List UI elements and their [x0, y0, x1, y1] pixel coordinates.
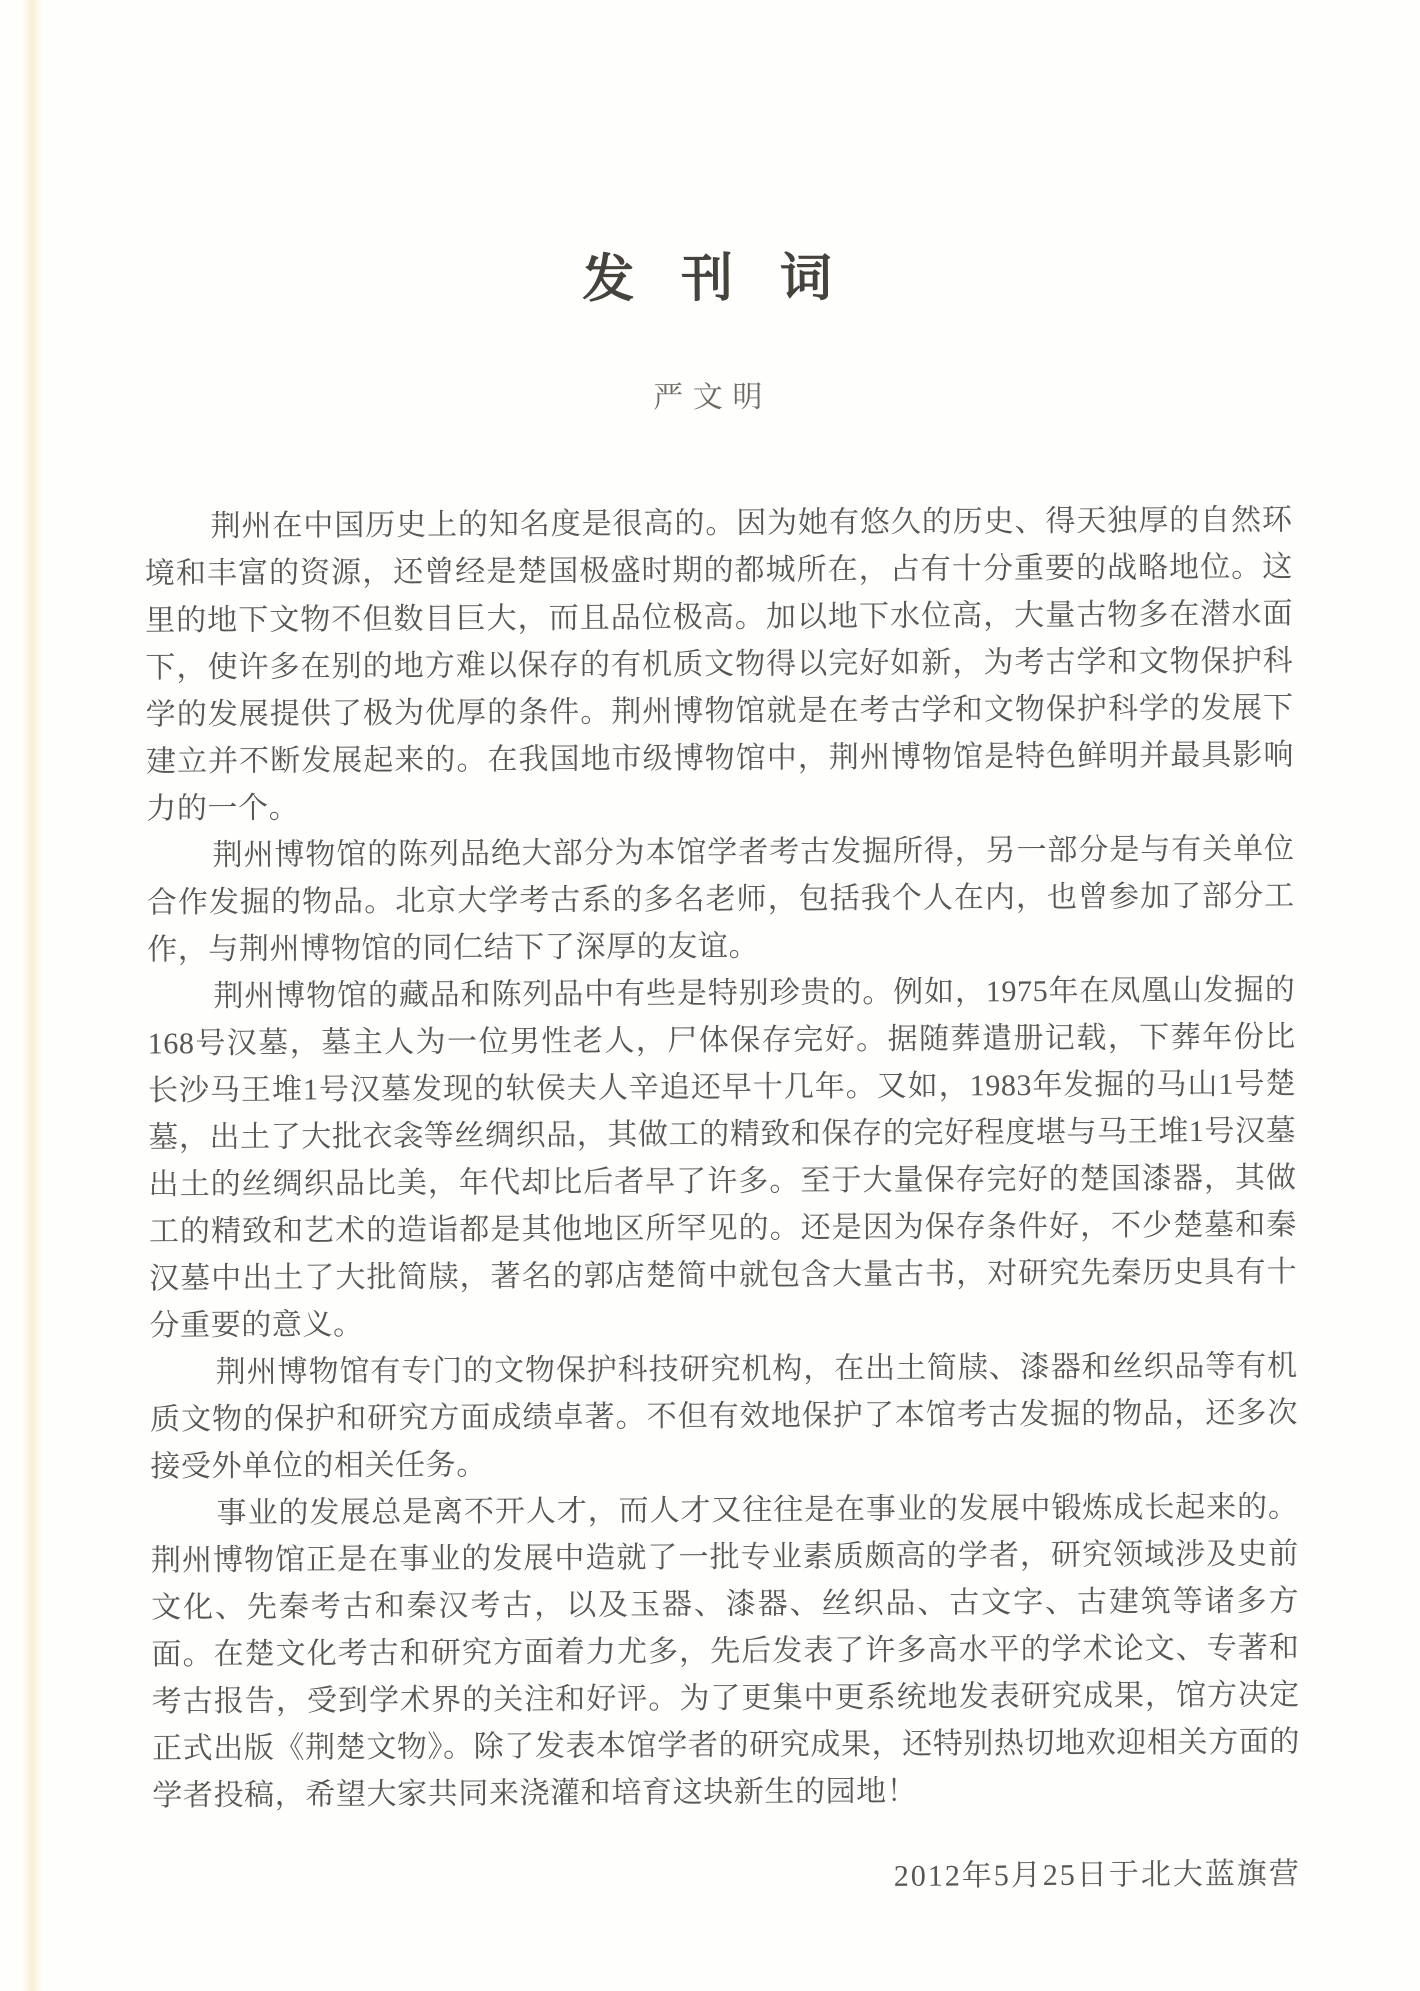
dateline: 2012年5月25日于北大蓝旗营 [893, 1857, 1301, 1893]
paragraph-5: 事业的发展总是离不开人才，而人才又往往是在事业的发展中锻炼成长起来的。荆州博物馆正是在事业的发展中造就了一批专业素质颇高的学者，研究领域涉及史前文化、先秦考古和秦汉考古，以及玉器、漆器、丝织品、古文字、古建筑等诸多方面。在楚文化考古和研究方面着力尤多，先后发表了许多高水平的学术论文、专著和考古报告，受到学术界的关注和好评。为了更集中更系统地发表研究成果，馆方决定正式出版《荆楚文物》。除了发表本馆学者的研究成果，还特别热切地欢迎相关方面的学者投稿，希望大家共同来浇灌和培育这块新生的园地！ [150, 1490, 1301, 1813]
paragraph-3: 荆州博物馆的藏品和陈列品中有些是特别珍贵的。例如，1975年在凤凰山发掘的168号汉墓，墓主人为一位男性老人，尸体保存完好。据随葬遣册记载，下葬年份比长沙马王堆1号汉墓发现的轪侯夫人辛追还早十几年。又如，1983年发掘的马山1号楚墓，出土了大批衣衾等丝绸织品，其做工的精致和保存的完好程度堪与马王堆1号汉墓出土的丝绸织品比美，年代却比后者早了许多。至于大量保存完好的楚国漆器，其做工的精致和艺术的造诣都是其他地区所罕见的。还是因为保存条件好，不少楚墓和秦汉墓中出土了大批简牍，著名的郭店楚简中就包含大量古书，对研究先秦历史具有十分重要的意义。 [147, 973, 1298, 1343]
paragraph-1: 荆州在中国历史上的知名度是很高的。因为她有悠久的历史、得天独厚的自然环境和丰富的资源，还曾经是楚国极盛时期的都城所在，占有十分重要的战略地位。这里的地下文物不但数目巨大，而且品位极高。加以地下水位高，大量古物多在潜水面下，使许多在别的地方难以保存的有机质文物得以完好如新，为考古学和文物保护科学的发展提供了极为优厚的条件。荆州博物馆就是在考古学和文物保护科学的发展下建立并不断发展起来的。在我国地市级博物馆中，荆州博物馆是特色鲜明并最具影响力的一个。 [144, 503, 1295, 826]
paragraph-2: 荆州博物馆的陈列品绝大部分为本馆学者考古发掘所得，另一部分是与有关单位合作发掘的物品。北京大学考古系的多名老师，包括我个人在内，也曾参加了部分工作，与荆州博物馆的同仁结下了深厚的友谊。 [146, 832, 1295, 967]
body-text [144, 496, 1300, 1819]
author-name: 严文明 [653, 380, 773, 415]
paragraph-4: 荆州博物馆有专门的文物保护科技研究机构，在出土简牍、漆器和丝织品等有机质文物的保护和研究方面成绩卓著。不但有效地保护了本馆考古发掘的物品，还多次接受外单位的相关任务。 [149, 1349, 1299, 1484]
page-title: 发刊词 [582, 249, 879, 309]
